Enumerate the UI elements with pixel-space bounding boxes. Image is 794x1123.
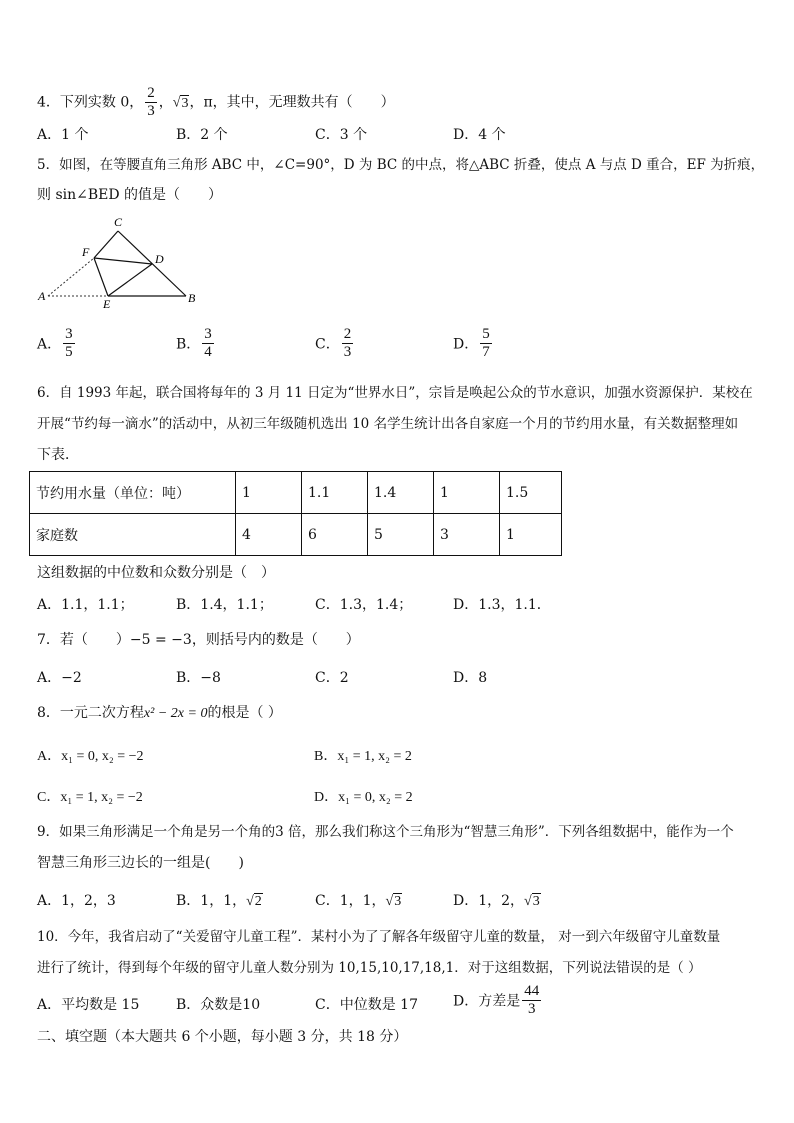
q6-data-table <box>29 471 562 556</box>
q5-opt-a-label: A． <box>37 336 62 353</box>
label-D: D <box>155 252 164 266</box>
label-F: F <box>82 245 90 259</box>
table-row <box>30 514 562 556</box>
q10-opt-d-num: 44 <box>524 983 540 999</box>
q6-option-c[interactable]: C．1.3，1.4； <box>315 597 413 613</box>
q5-opt-b-frac <box>202 327 214 360</box>
q10-option-d[interactable] <box>453 984 543 1017</box>
seg-ED <box>108 264 152 296</box>
q5-opt-a-den: 5 <box>65 344 73 360</box>
q5-opt-b-den: 4 <box>204 344 212 360</box>
q9-line1: 9．如果三角形满足一个角是另一个角的3 倍，那么我们称这个三角形为“智慧三角形”．下列各组数据中，能作为一个 <box>37 824 734 840</box>
q10-line2: 进行了统计，得到每个年级的留守儿童人数分别为 10,15,10,17,18,1．对于这组数据，下列说法错误的是（ ） <box>37 960 702 976</box>
q5-option-a[interactable] <box>37 327 77 360</box>
section-2-heading: 二、填空题（本大题共 6 个小题，每小题 3 分，共 18 分） <box>37 1029 408 1045</box>
q10-opt-d-den: 3 <box>527 1001 536 1017</box>
q9-opt-d-sqrt-arg: 3 <box>532 894 540 909</box>
q9-line2: 智慧三角形三边长的一组是( ) <box>37 855 244 871</box>
seg-FD <box>94 258 152 264</box>
q4-option-d[interactable]: D．4 个 <box>453 127 506 143</box>
q5-option-b[interactable] <box>176 327 216 360</box>
side-CF <box>94 231 118 258</box>
q5-triangle-diagram <box>36 214 206 309</box>
q9-opt-d-sqrt: √3 <box>524 894 540 909</box>
q8-suffix: 的根是（ ） <box>207 705 282 721</box>
q5-option-c[interactable] <box>315 327 355 360</box>
q8-equation: x² − 2x = 0 <box>143 706 208 721</box>
q4-text-prefix: 4．下列实数 0， <box>37 94 144 111</box>
table-cell: 4 <box>236 514 302 556</box>
label-C: C <box>114 215 123 229</box>
label-B: B <box>188 291 196 305</box>
q7-option-b[interactable]: B．−8 <box>176 670 221 686</box>
q9-opt-b-text: B．1，1， <box>176 893 247 909</box>
q5-opt-d-frac <box>480 327 492 360</box>
q4-text-mid: ，π，其中，无理数共有（ ） <box>189 94 395 111</box>
q8-option-a[interactable]: A．x₁ = 0, x₂ = −2 <box>37 749 144 764</box>
fold-EF <box>94 258 108 296</box>
q5-opt-c-num: 2 <box>343 326 352 342</box>
q4-frac-den: 3 <box>147 103 155 119</box>
table-cell: 6 <box>302 514 368 556</box>
q4-sep: ， <box>158 94 173 111</box>
q4-option-b[interactable]: B．2 个 <box>176 127 228 143</box>
q9-opt-a-text: A．1，2，3 <box>37 893 116 909</box>
q8-prefix: 8．一元二次方程 <box>37 705 144 721</box>
q9-opt-c-sqrt: √3 <box>385 894 402 909</box>
q5-line2: 则 sin∠BED 的值是（ ） <box>37 187 223 203</box>
q5-opt-a-frac <box>63 327 75 360</box>
q9-option-b[interactable] <box>176 890 263 910</box>
q4-option-c[interactable]: C．3 个 <box>315 127 368 143</box>
q5-opt-c-frac <box>342 327 354 360</box>
question-8 <box>37 703 282 724</box>
q10-option-a[interactable]: A．平均数是 15 <box>37 997 140 1013</box>
q5-option-d[interactable] <box>453 327 494 360</box>
table-cell: 1 <box>236 472 302 514</box>
q7-option-c[interactable]: C．2 <box>315 670 349 686</box>
q10-opt-d-frac <box>522 984 541 1017</box>
q8-option-d[interactable]: D．x₁ = 0, x₂ = 2 <box>314 790 413 805</box>
label-A: A <box>38 289 46 303</box>
q6-option-b[interactable]: B．1.4，1.1； <box>176 597 273 613</box>
q10-opt-d-label: D．方差是 <box>453 993 521 1010</box>
q9-opt-b-sqrt: √2 <box>246 894 262 909</box>
table-cell: 1 <box>434 472 500 514</box>
table-cell: 1 <box>500 514 562 556</box>
table-cell: 家庭数 <box>30 514 236 556</box>
q7-option-d[interactable]: D．8 <box>453 670 488 686</box>
q6-line3: 下表． <box>37 447 79 463</box>
q6-option-d[interactable]: D．1.3，1.1． <box>453 597 551 613</box>
q8-option-c[interactable]: C．x₁ = 1, x₂ = −2 <box>37 790 143 805</box>
q5-opt-c-den: 3 <box>343 344 352 360</box>
q10-line1: 10．今年，我省启动了“关爱留守儿童工程”．某村小为了了解各年级留守儿童的数量， 对一到六年级留守儿童数量 <box>37 929 721 945</box>
q5-opt-d-den: 7 <box>482 344 490 360</box>
table-cell: 节约用水量（单位：吨） <box>30 472 236 514</box>
q9-option-d[interactable] <box>453 890 541 910</box>
q6-line1: 6．自 1993 年起，联合国将每年的 3 月 11 日定为“世界水日”，宗旨是唤起公众的节水意识，加强水资源保护．某校在 <box>37 385 753 401</box>
q6-question: 这组数据的中位数和众数分别是（ ） <box>37 565 275 581</box>
q5-opt-d-label: D． <box>453 336 479 353</box>
table-cell: 5 <box>368 514 434 556</box>
q9-opt-b-sqrt-arg: 2 <box>254 894 262 909</box>
side-AF <box>48 258 94 296</box>
q7-stem: 7．若（ ）−5 = −3，则括号内的数是（ ） <box>37 632 360 648</box>
q5-opt-c-label: C． <box>315 336 340 353</box>
table-cell: 1.1 <box>302 472 368 514</box>
q9-option-a[interactable] <box>37 890 116 910</box>
q5-opt-a-num: 3 <box>65 326 73 342</box>
q9-option-c[interactable] <box>315 890 402 910</box>
q10-option-c[interactable]: C．中位数是 17 <box>315 997 418 1013</box>
q6-line2: 开展“节约每一滴水”的活动中，从初三年级随机选出 10 名学生统计出各自家庭一个月的节约用水量，有关数据整理如 <box>37 416 739 432</box>
q4-frac-num: 2 <box>147 85 155 101</box>
label-E: E <box>103 297 111 309</box>
q5-opt-d-num: 5 <box>482 326 490 342</box>
q8-option-b[interactable]: B．x₁ = 1, x₂ = 2 <box>314 749 412 764</box>
q5-opt-b-num: 3 <box>204 326 212 342</box>
q4-option-a[interactable]: A．1 个 <box>37 127 89 143</box>
table-cell: 1.5 <box>500 472 562 514</box>
table-cell: 3 <box>434 514 500 556</box>
q4-sqrt: √3 <box>172 95 189 111</box>
table-row <box>30 472 562 514</box>
q6-option-a[interactable]: A．1.1，1.1； <box>37 597 134 613</box>
q4-fraction <box>145 86 157 119</box>
q7-option-a[interactable]: A．−2 <box>37 670 82 686</box>
question-4 <box>37 86 395 119</box>
q5-line1: 5．如图，在等腰直角三角形 ABC 中，∠C=90°，D 为 BC 的中点，将△ABC 折叠，使点 A 与点 D 重合，EF 为折痕， <box>37 157 765 173</box>
q9-opt-c-sqrt-arg: 3 <box>394 894 402 909</box>
q9-opt-d-text: D．1，2， <box>453 893 525 909</box>
table-cell: 1.4 <box>368 472 434 514</box>
q10-option-b[interactable]: B．众数是10 <box>176 997 261 1013</box>
q9-opt-c-text: C．1，1， <box>315 893 386 909</box>
q5-opt-b-label: B． <box>176 336 201 353</box>
q4-sqrt-arg: 3 <box>181 95 189 111</box>
